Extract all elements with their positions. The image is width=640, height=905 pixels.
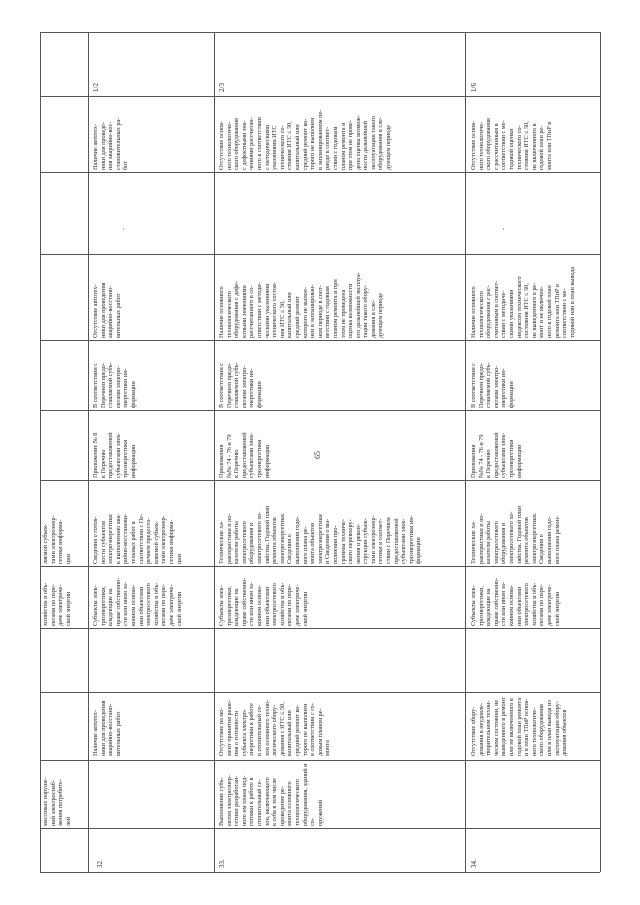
row32-col8: В соответствии с Перечнем предо- ставляемой субъ- ектами электро- энергетики ин- формации: [92, 362, 137, 408]
col-divider: [40, 828, 600, 829]
row34-number: 34.: [470, 859, 478, 868]
row32-col11: Наличие автотех- ники для проведе- ния аварийно-вос- становительных ра- бот: [92, 117, 130, 170]
row34-col7: Приложения №№ 74 - 76 и 79 к Перечню предоставляемой субъектами элек- троэнергетики информации: [470, 432, 523, 478]
row0-col5: хозяйства и объ- ектами по пере- даче электриче- ской энергии: [42, 582, 72, 626]
row33-col7: Приложения №№ 74 - 76 и 79 к Перечню предоставляемой субъектами элек- троэнергетики информации: [218, 432, 271, 478]
row32-col3: Наличие автотех- ники для проведения аварийно-восстано- вительных работ: [92, 700, 122, 756]
row34-col8: В соответствии с Перечнем предо- ставляемой субъ- ектами электро- энергетики ин- формации: [470, 362, 515, 408]
row32-weight: 1/2: [92, 83, 100, 92]
col-divider: [40, 96, 600, 97]
row33-col11: Отсутствие основ- ного технологиче- ского оборудования с дефектными зна- чениями рассчитан- ного в соответствии с методическими указаниями ИТС технического со- стояния ИТС ≤ 50, капитальный или средний ремонт ко- торого не выполнен в запланированном пе- риоде в соответ- ствии с годовым планом ремонта и при этом не прове- дена оценка возмож- ности дальнейшей эксплуатации такого оборудования в сле- дующем периоде: [218, 109, 393, 170]
row33-weight: 2/3: [218, 83, 226, 92]
page-number: 65: [313, 451, 322, 459]
table-border-left: [40, 32, 41, 872]
row34-col6: Технические ха- рактеристики и по- казатели работы электросетевого оборудования и электросетевого хо- зяйства. Годовой план ремонта объектов электроэнергетики. Сведения о выполнении годо- вого плана ремон-: [470, 505, 561, 564]
row-divider: [88, 32, 89, 872]
row34-col9: Наличие основного технологического оборудования с рас- считанным в соответ- ствии с методиче- скими указаниями индексом технического состояния ИТС ≤ 50, не выведенного в ре- монт и не включен- ного в годовой план ремонта или ТПиР в соответствии с ме- тодикой или в план вывода: [470, 266, 576, 338]
col-divider: [40, 628, 600, 629]
table-border-bottom: [40, 872, 600, 873]
row32-col9: Отсутствие автотех- ники для проведения аварийно-восстано- вительных работ: [92, 282, 122, 338]
row33-col8: В соответствии с Перечнем предо- ставляемой субъ- ектами электро- энергетики ин- формации: [218, 362, 263, 408]
row33-col6: Технические ха- рактеристики и по- казатели работы электросетевого оборудования и электросетевого хо- зяйства. Годовой план ремонта объектов электроэнергетики. Сведения о выполнении годо- вого плана ре- монта объектов электроэнергетики и Сведения о вы- полнении про- граммы техниче- ского перевоору- жения и рекон- струкции субъек- тами электроэнер- гетики в соответ- ствии с Перечнем предоставляемой субъектами элек- троэнергетики ин- формации: [218, 505, 423, 564]
row33-number: 33.: [218, 859, 226, 868]
row0-col6: ляемой субъек- тами электроэнер- гетики информа- ции: [42, 515, 72, 564]
table-border-right: [600, 32, 601, 872]
row34-weight: 1/6: [470, 83, 478, 92]
row34-col11: Отсутствие основ- ного технологиче- ского оборудования с рассчитанным в соответствии с ме- тодикой оценки технического со- стояния ИТС ≤ 50, не включенного в годовой план ре- монта или ТПиР в: [470, 118, 553, 170]
row34-col5: Субъекты элек- троэнергетики, владеющие на праве собственно- сти или ином за- конном основа- нии объектами электросетевого хозяйства и объ- ектами по пере- даче электриче- ской энергии: [470, 577, 561, 626]
row33-col5: Субъекты элек- троэнергетики, владеющие на праве собственно- сти или ином за- конном основа- нии объектами электросетевого хозяйства и объ- ектами по пере- даче электриче- ской энергии: [218, 577, 309, 626]
col-divider: [40, 760, 600, 761]
table-border-top: [40, 32, 600, 33]
row32-col10: -: [120, 227, 127, 230]
row-divider: [214, 32, 215, 872]
row32-col6: Сведения о готов- ности субъектов электроэнергетики к выполнению ава- рийно-восстанови- тельных работ в соответствии с Пе- речнем предоста- вляемой субъек- тами электроэнер- гетики информа- ции: [92, 513, 183, 564]
row32-number: 32.: [96, 859, 104, 868]
row33-col9: Наличие основного технологического оборудования с дефе- ктными значениями рассчитанного в со- ответствии с методи- ческими указаниями технического состоя- ния ИТС ≤ 50, капитальный или средний ремонт которого не выпол- нен в запланирован- ном периоде в соот- ветствии с годовым планом ремонта и при этом не проведена оценка возможности его дальнейшей эксплуа- тации такого обору- дования в сле- дующем периоде: [218, 272, 385, 338]
col-divider: [40, 254, 600, 255]
col-divider: [40, 172, 600, 173]
row33-col3: Отсутствие на мо- мент принятия реше- ния о готовности субъекта электро- энергетики к работе в отопительный се- зон основного техно- логического обору- дования с ИТС ≤ 50, капитальный или средний ремонт ко- торого не выполнен в соответствии с го- довым планом ре- монта: [218, 699, 332, 756]
row32-col5: Субъекты элек- троэнергетики, владеющие на праве собственно- сти или ином за- конном основа- нии объектами электросетевого хозяйства и объ- ектами по пере- даче электриче- ской энергии: [92, 577, 183, 626]
row0-col2: массовых наруше- ний электроснаб- жения потребите- лей: [42, 777, 72, 826]
row34-col3: Отсутствие обору- дования в неудовле- творительном техни- ческом состоянии, не выведенного в ремонт или не включенного в годовой план ремонта и в план ТПиР основ- ного технологиче- ского оборудования или в план вывода из эксплуатации обору- дования объектов: [470, 697, 569, 756]
row32-col7: Приложение № 8 к Перечню предоставляемой субъектами элек- троэнергетики информации: [92, 432, 137, 478]
row-divider: [465, 32, 466, 872]
row33-col2: Выполнение субъ- ектом электроэнер- гетики разработан- ного им плана под- готовки к работе в отопительный се- зон, включающего в себя в том числе проведение ре- монта основного технологического оборудования, зданий и со- оружений: [218, 763, 324, 826]
row34-col10: -: [500, 227, 507, 230]
